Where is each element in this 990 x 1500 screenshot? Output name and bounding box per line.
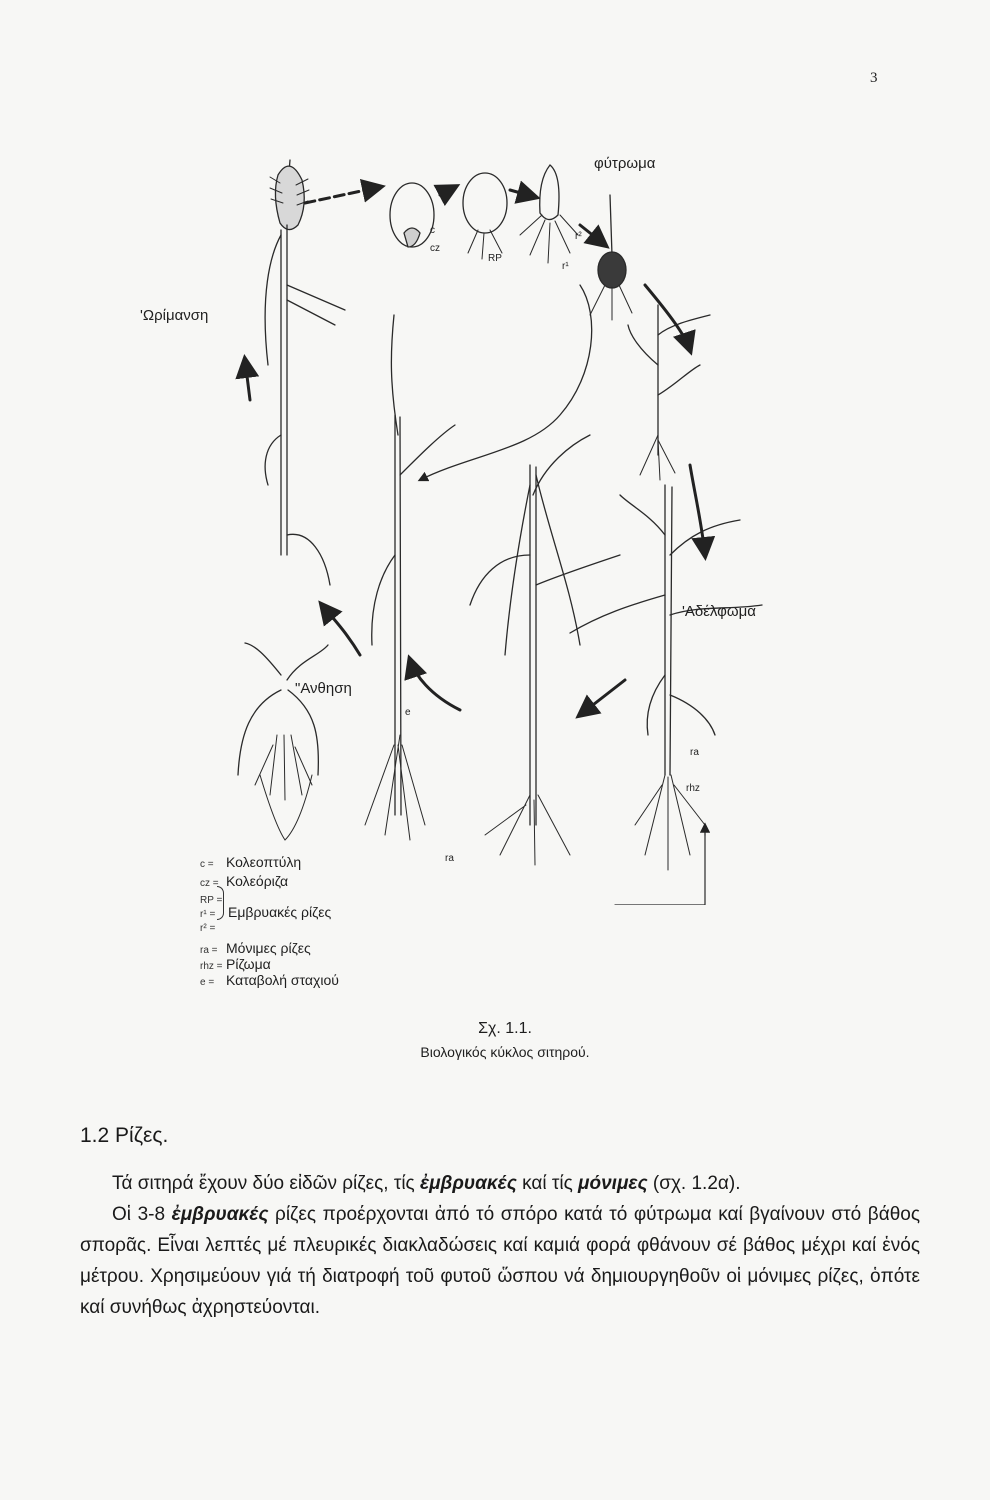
mature-plant-drawing: [238, 160, 345, 840]
paragraph-1: Τά σιτηρά ἔχουν δύο εἰδῶν ρίζες, τίς ἐμβρυακές καί τίς μόνιμες (σχ. 1.2α).: [112, 1173, 741, 1194]
paragraph-2: Οἱ 3-8 ἐμβρυακές ρίζες προέρχονται ἀπό τό σπόρο κατά τό φύτρωμα καί βγαίνουν στό βάθος σπορᾶς. Εἶναι λεπτές μέ πλευρικές διακλαδώσεις καί καμιά φορά φθάνουν σέ βάθος μέχρι καί ἑνός μέτρου. Χρησιμεύουν γιά τή διατροφή τοῦ φυτοῦ ὥσπου νά δημιουργηθοῦν οἱ μόνιμες ρίζες, ὁπότε καί συνήθως ἀχρηστεύονται.: [80, 1204, 920, 1318]
label-rhz: rhz: [686, 783, 700, 794]
legend-row-e: e = Καταβολή σταχιού: [200, 972, 339, 988]
legend-row-r1: r¹ =: [200, 909, 216, 920]
inner-cycle-arrow: [420, 285, 705, 905]
wheat-cycle-drawing: [150, 135, 810, 905]
legend-row-r2: r² =: [200, 923, 216, 934]
section-title: 1.2 Ρίζες.: [80, 1124, 169, 1147]
label-flowering: "Ανθηση: [295, 680, 352, 697]
caption-text: Βιολογικός κύκλος σιτηρού.: [420, 1044, 590, 1060]
tillering-plant-drawing: [570, 485, 762, 870]
label-ra-middle: ra: [445, 853, 454, 864]
figure-caption: [390, 1020, 620, 1060]
body-text: [80, 1168, 920, 1323]
legend-brace: [217, 886, 224, 920]
seed-stage-drawings: [390, 165, 632, 320]
wheat-life-cycle-figure: [140, 135, 810, 905]
seedling-drawing: [628, 305, 710, 480]
label-germination: φύτρωμα: [594, 155, 656, 172]
cycle-arrows: [245, 187, 705, 715]
legend-row-rp: RP =: [200, 895, 223, 906]
legend-row-rhz: rhz = Ρίζωμα: [200, 956, 271, 972]
label-r1: r¹: [562, 261, 569, 272]
legend-row-cz: cz = Κολεόριζα: [200, 873, 289, 889]
label-ra: ra: [690, 747, 699, 758]
label-c: c: [430, 225, 435, 236]
legend-row-c: c = Κολεοπτύλη: [200, 854, 302, 870]
label-r2: r²: [575, 231, 582, 242]
label-e: e: [405, 707, 411, 718]
middle-plants-drawing: [365, 315, 620, 865]
caption-number: Σχ. 1.1.: [478, 1020, 532, 1037]
page-number: 3: [870, 70, 878, 86]
label-ripening: 'Ωρίμανση: [140, 307, 209, 324]
label-cz: cz: [430, 243, 440, 254]
legend-embryonic-roots: Εμβρυακές ρίζες: [228, 904, 332, 920]
label-tillering: 'Αδέλφωμα: [682, 603, 756, 620]
label-rp: RP: [488, 253, 502, 264]
legend-row-ra: ra = Μόνιμες ρίζες: [200, 940, 311, 956]
